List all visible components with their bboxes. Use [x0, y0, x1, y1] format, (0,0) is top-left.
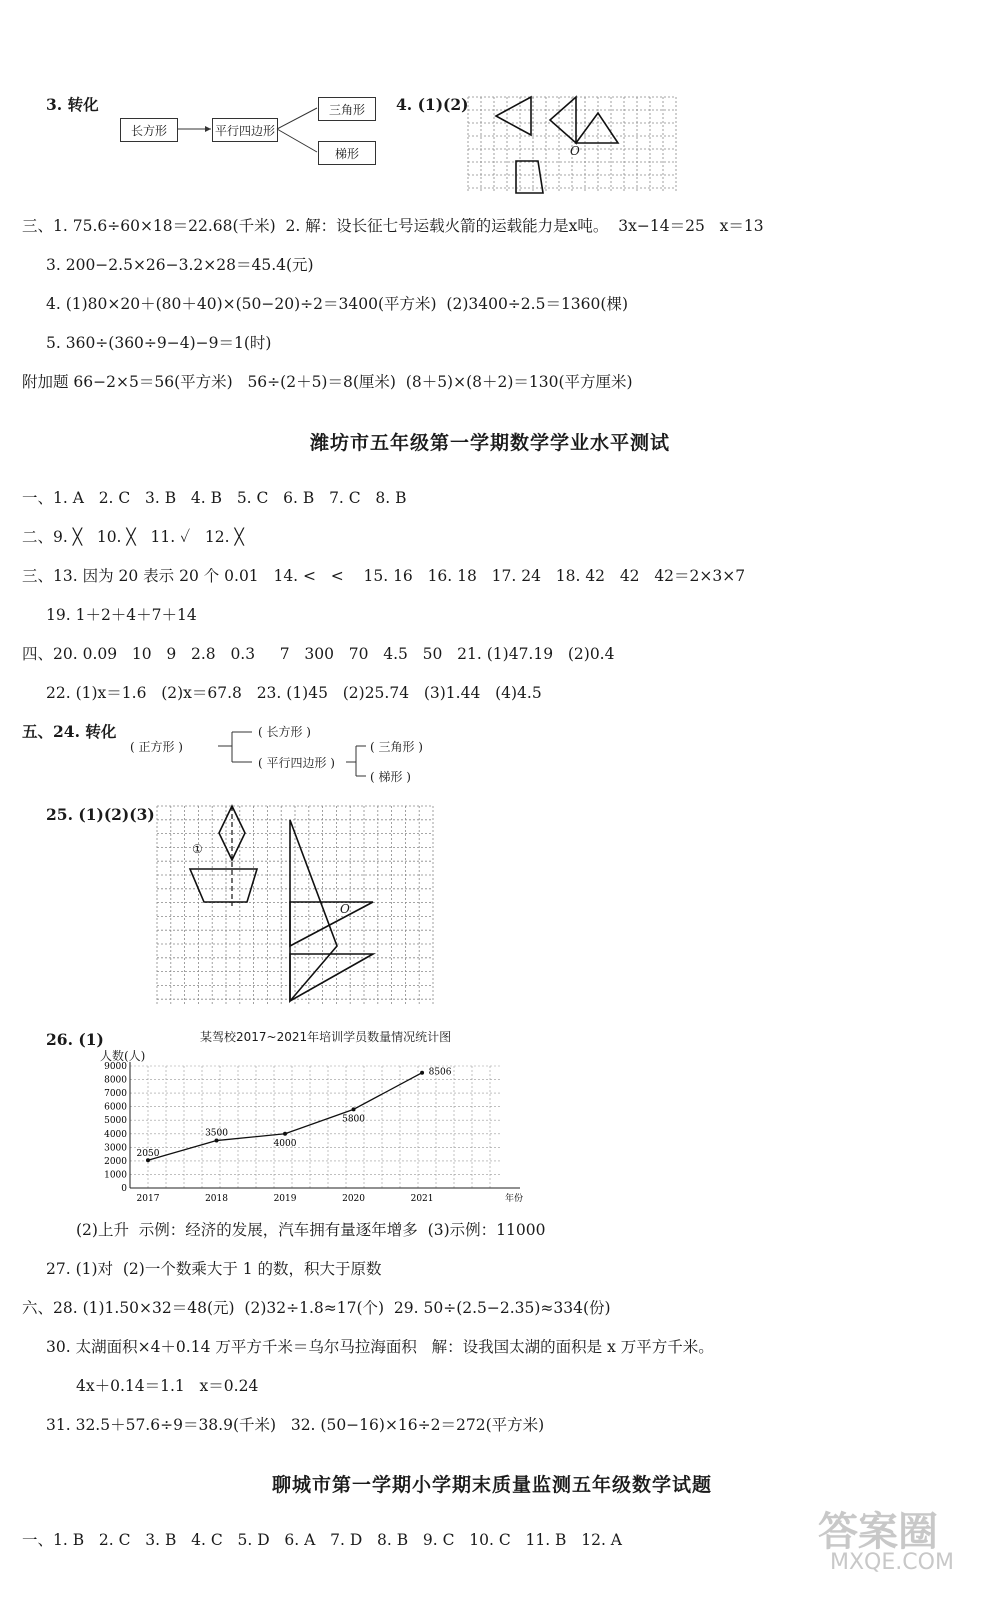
x-tick-label: 2019 [273, 1194, 297, 1204]
data-point [215, 1139, 219, 1143]
data-label: 3500 [205, 1128, 228, 1139]
q24-square: ( 正方形 ) [130, 740, 183, 754]
y-tick-label: 7000 [104, 1089, 127, 1100]
q26-label: 26. (1) [46, 1030, 104, 1049]
q26-answers: (2)上升 示例：经济的发展，汽车拥有量逐年增多 (3)示例：11000 [76, 1221, 546, 1239]
q27-answers: 27. (1)对 (2)一个数乘大于 1 的数，积大于原数 [46, 1260, 382, 1278]
q31-answers: 31. 32.5＋57.6÷9＝38.9(千米) 32. (50−16)×16÷2＝272(平方米) [46, 1416, 545, 1434]
x-tick-label: 2020 [342, 1194, 366, 1204]
answer-line-3: 4. (1)80×20＋(80＋40)×(50−20)÷2＝3400(平方米) (2)3400÷2.5＝1360(棵) [46, 295, 628, 313]
point-o-label: O [570, 144, 580, 158]
data-point [420, 1071, 424, 1075]
watermark-logo: 答案圈 [818, 1509, 938, 1555]
data-label: 2050 [136, 1149, 160, 1160]
data-label: 4000 [273, 1138, 297, 1149]
q24-parallelogram: ( 平行四边形 ) [258, 756, 335, 770]
chart-y-label: 人数(人) [100, 1049, 146, 1063]
y-tick-label: 6000 [104, 1102, 127, 1113]
q30-equation: 4x＋0.14＝1.1 x＝0.24 [76, 1377, 259, 1395]
weifang-line-5: 四、20. 0.09 10 9 2.8 0.3 7 300 70 4.5 50 21. (1)47.19 (2)0.4 [22, 645, 615, 663]
y-tick-label: 2000 [104, 1156, 127, 1167]
answer-line-5: 附加题 66−2×5＝56(平方米) 56÷(2＋5)＝8(厘米) (8＋5)×(8＋2)＝130(平方厘米) [22, 373, 633, 391]
y-tick-label: 5000 [104, 1116, 127, 1127]
x-tick-label: 2017 [136, 1194, 160, 1204]
section-title-weifang: 潍坊市五年级第一学期数学学业水平测试 [310, 432, 671, 454]
weifang-line-1: 一、1. A 2. C 3. B 4. B 5. C 6. B 7. C 8. B [22, 489, 407, 507]
y-tick-label: 0 [121, 1184, 127, 1194]
y-tick-label: 8000 [104, 1075, 127, 1086]
y-tick-label: 4000 [104, 1129, 127, 1140]
y-tick-label: 1000 [104, 1170, 127, 1181]
box-triangle: 三角形 [318, 97, 376, 121]
y-tick-label: 3000 [104, 1143, 127, 1154]
q28-answers: 六、28. (1)1.50×32＝48(元) (2)32÷1.8≈17(个) 29. 50÷(2.5−2.35)≈334(份) [22, 1299, 611, 1317]
q24-triangle: ( 三角形 ) [370, 740, 423, 754]
q25-grid-figure [157, 806, 437, 1006]
weifang-line-6: 22. (1)x＝1.6 (2)x＝67.8 23. (1)45 (2)25.74 (3)1.44 (4)4.5 [46, 684, 542, 702]
y-tick-label: 9000 [104, 1062, 127, 1072]
weifang-line-3: 三、13. 因为 20 表示 20 个 0.01 14. < < 15. 16 16. 18 17. 24 18. 42 42 42＝2×3×7 [22, 567, 746, 585]
q25-label: 25. (1)(2)(3) [46, 805, 155, 824]
q24-rectangle: ( 长方形 ) [258, 725, 311, 739]
line-chart [90, 1060, 530, 1205]
mark-circle-1: ① [192, 842, 203, 856]
box-rectangle: 长方形 [120, 118, 178, 142]
answer-line-1: 三、1. 75.6÷60×18＝22.68(千米) 2. 解：设长征七号运载火箭的运载能力是x吨。 3x−14＝25 x＝13 [22, 217, 764, 235]
answer-line-2: 3. 200−2.5×26−3.2×28＝45.4(元) [46, 256, 314, 274]
liaocheng-line-1: 一、1. B 2. C 3. B 4. C 5. D 6. A 7. D 8. B 9. C 10. C 11. B 12. A [22, 1531, 623, 1549]
x-tick-label: 2018 [205, 1194, 228, 1204]
q24-label: 五、24. 转化 [22, 722, 117, 741]
watermark-url: MXQE.COM [830, 1550, 954, 1575]
section-title-liaocheng: 聊城市第一学期小学期末质量监测五年级数学试题 [272, 1474, 713, 1496]
q3-label: 3. 转化 [46, 95, 99, 114]
q4-label: 4. (1)(2) [396, 95, 469, 114]
x-tick-label: 2021 [410, 1194, 434, 1204]
q24-brackets [0, 0, 1000, 800]
q30-statement: 30. 太湖面积×4＋0.14 万平方千米＝乌尔马拉海面积 解：设我国太湖的面积是 x 万平方千米。 [46, 1338, 714, 1356]
weifang-line-4: 19. 1＋2＋4＋7＋14 [46, 606, 197, 624]
chart-title: 某驾校2017~2021年培训学员数量情况统计图 [200, 1030, 452, 1044]
box-trapezoid: 梯形 [318, 141, 376, 165]
x-axis-label: 年份 [504, 1194, 524, 1204]
data-label: 5800 [342, 1114, 366, 1125]
mark-o: O [340, 902, 350, 916]
data-point [352, 1107, 356, 1111]
data-point [283, 1132, 287, 1136]
answer-line-4: 5. 360÷(360÷9−4)−9＝1(时) [46, 334, 272, 352]
box-parallelogram: 平行四边形 [212, 118, 278, 142]
weifang-line-2: 二、9. ╳ 10. ╳ 11. ✓ 12. ╳ [22, 528, 244, 546]
data-label: 8506 [428, 1067, 452, 1078]
q24-trapezoid: ( 梯形 ) [370, 770, 411, 784]
